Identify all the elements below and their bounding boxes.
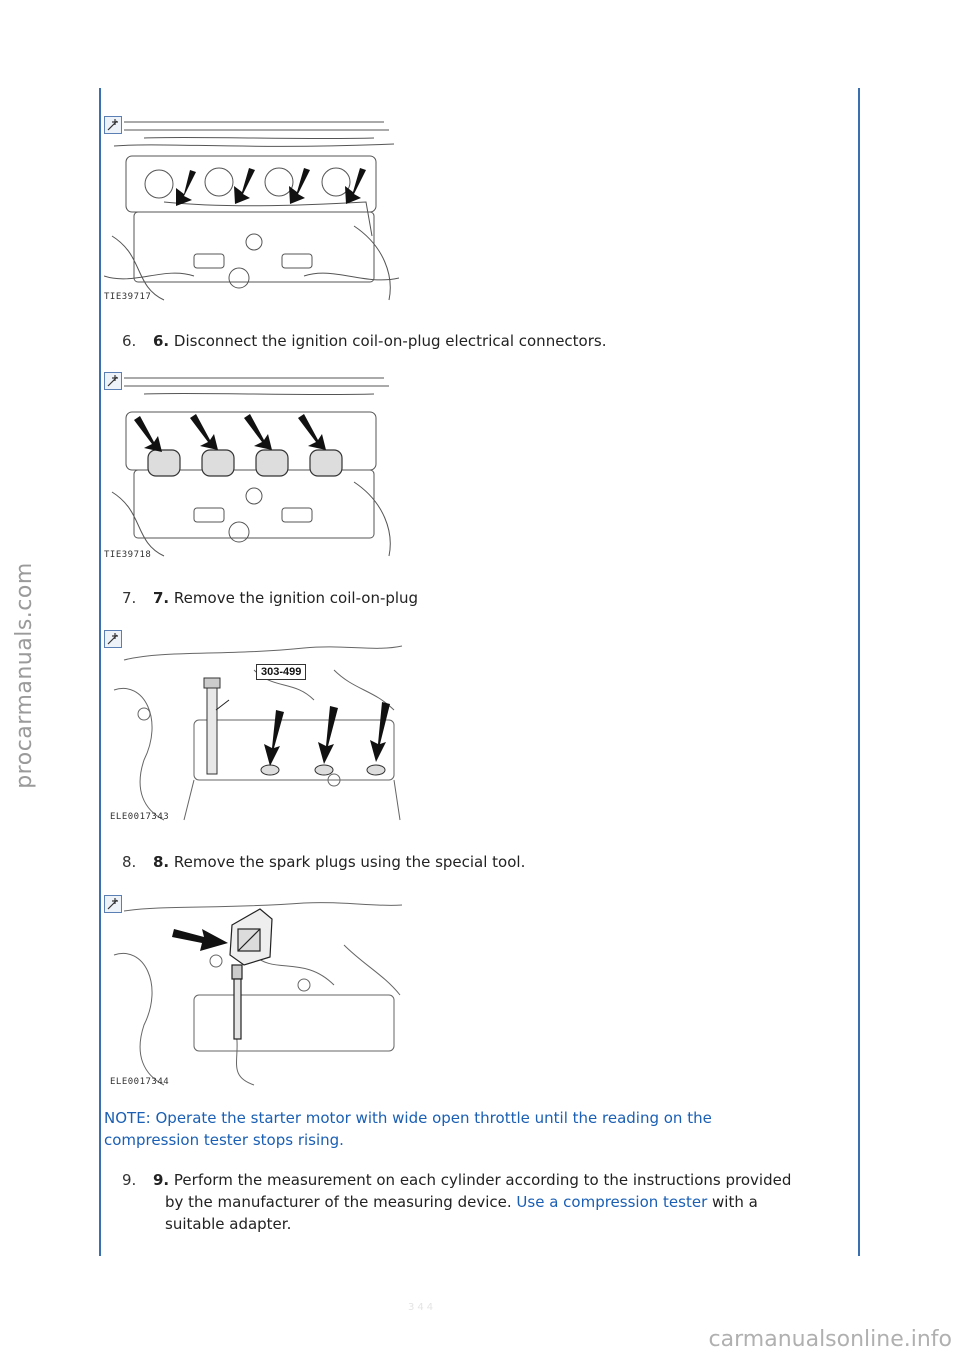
step-8	[122, 851, 847, 873]
compression-tester-link[interactable]: Use a compression tester	[516, 1193, 708, 1211]
special-tool-label: 303-499	[256, 664, 306, 680]
figure-1	[104, 116, 404, 306]
side-watermark: procarmanuals.com	[11, 561, 37, 789]
step-bold-number: 6.	[153, 332, 170, 350]
step-text-line-3: suitable adapter.	[165, 1215, 292, 1233]
figure-label: ELE0017343	[110, 812, 170, 822]
step-9	[122, 1169, 847, 1235]
step-number: 7.	[122, 589, 137, 607]
page-number: 344	[408, 1302, 437, 1313]
step-bold-number: 9.	[153, 1171, 170, 1189]
engine-coil-connectors-illustration	[104, 116, 399, 302]
note-line-2: compression tester stops rising.	[104, 1131, 344, 1149]
compression-tester-illustration	[104, 895, 404, 1087]
figure-4	[104, 895, 409, 1091]
engine-coil-on-plug-illustration	[104, 372, 399, 558]
step-text: Remove the spark plugs using the special tool.	[173, 853, 526, 871]
bottom-watermark: carmanualsonline.info	[708, 1327, 952, 1352]
step-text: Remove the ignition coil-on-plug	[173, 589, 419, 607]
figure-label: TIE39717	[104, 292, 152, 302]
spark-plug-removal-illustration	[104, 630, 404, 822]
step-text-after-link: with a	[712, 1193, 758, 1211]
step-7	[122, 587, 847, 609]
figure-2	[104, 372, 404, 564]
right-margin-rule	[858, 88, 860, 1256]
step-number: 9.	[122, 1171, 137, 1189]
step-number: 6.	[122, 332, 137, 350]
note	[104, 1107, 804, 1151]
step-bold-number: 7.	[153, 589, 170, 607]
step-number: 8.	[122, 853, 137, 871]
figure-label: TIE39718	[104, 550, 152, 560]
step-text-line-2: by the manufacturer of the measuring device.	[165, 1193, 512, 1211]
left-margin-rule	[99, 88, 101, 1256]
step-6	[122, 330, 847, 352]
step-bold-number: 8.	[153, 853, 170, 871]
figure-3	[104, 630, 409, 826]
note-line-1: NOTE: Operate the starter motor with wide open throttle until the reading on the	[104, 1109, 712, 1127]
step-text: Perform the measurement on each cylinder according to the instructions provided	[173, 1171, 792, 1189]
figure-label: ELE0017344	[110, 1077, 170, 1087]
step-text: Disconnect the ignition coil-on-plug electrical connectors.	[173, 332, 607, 350]
